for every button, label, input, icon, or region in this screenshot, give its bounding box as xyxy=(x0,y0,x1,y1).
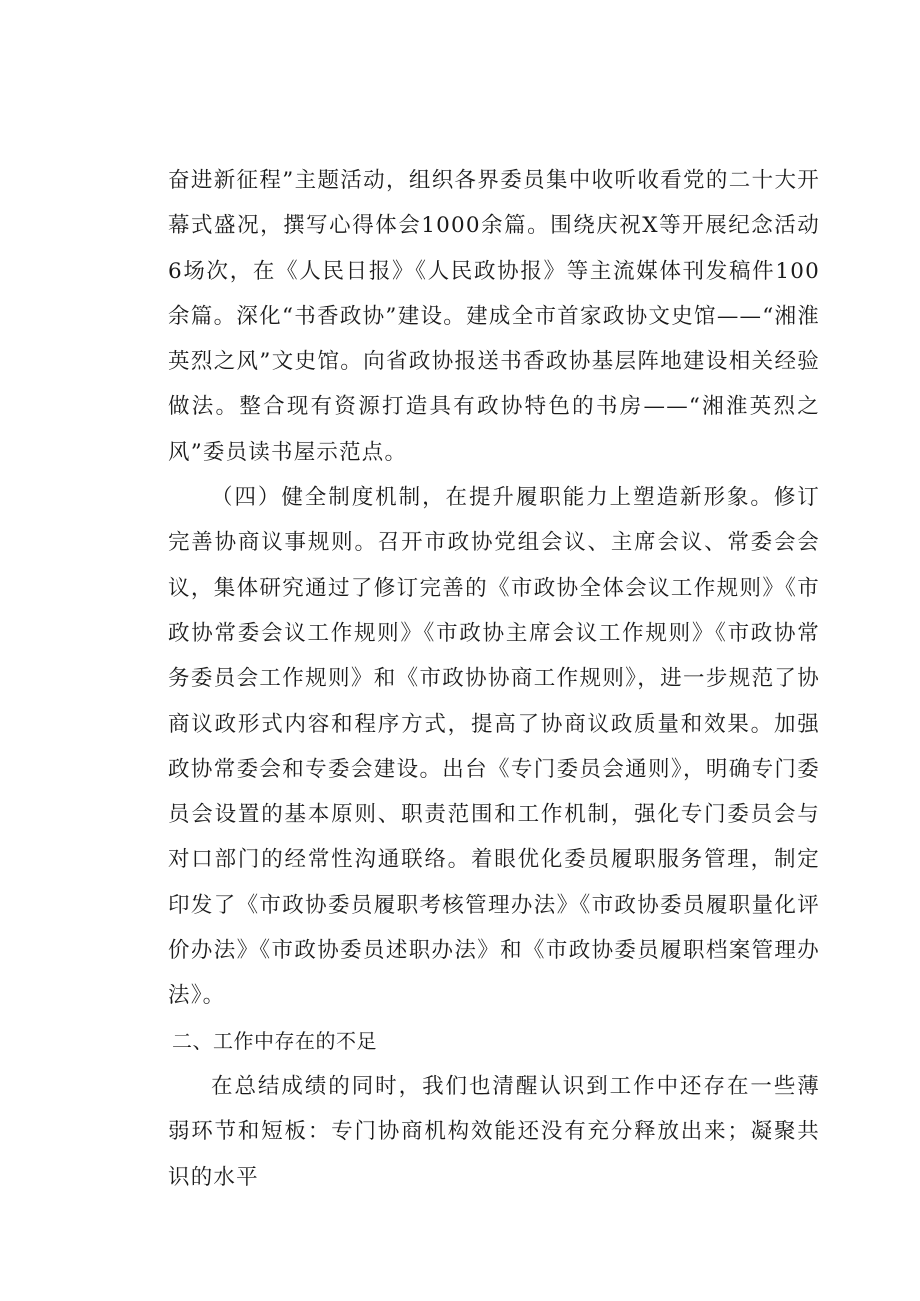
paragraph-shortcomings-intro: 在总结成绩的同时，我们也清醒认识到工作中还存在一些薄弱环节和短板：专门协商机构效能还没有充分释放出来；凝聚共识的水平 xyxy=(168,1073,820,1190)
document-body xyxy=(168,158,820,1200)
section-heading-shortcomings: 二、工作中存在的不足 xyxy=(172,1028,377,1053)
paragraph-continuation: 奋进新征程”主题活动，组织各界委员集中收听收看党的二十大开幕式盛况，撰写心得体会1000余篇。围绕庆祝X等开展纪念活动6场次，在《人民日报》《人民政协报》等主流媒体刊发稿件100余篇。深化“书香政协”建设。建成全市首家政协文史馆——“湘淮英烈之风”文史馆。向省政协报送书香政协基层阵地建设相关经验做法。整合现有资源打造具有政协特色的书房——“湘淮英烈之风”委员读书屋示范点。 xyxy=(168,168,820,465)
paragraph-section-four: （四）健全制度机制，在提升履职能力上塑造新形象。修订完善协商议事规则。召开市政协党组会议、主席会议、常委会会议，集体研究通过了修订完善的《市政协全体会议工作规则》《市政协常委会议工作规则》《市政协主席会议工作规则》《市政协常务委员会工作规则》和《市政协协商工作规则》，进一步规范了协商议政形式内容和程序方式，提高了协商议政质量和效果。加强政协常委会和专委会建设。出台《专门委员会通则》，明确专门委员会设置的基本原则、职责范围和工作机制，强化专门委员会与对口部门的经常性沟通联络。着眼优化委员履职服务管理，制定印发了《市政协委员履职考核管理办法》《市政协委员履职量化评价办法》《市政协委员述职办法》和《市政协委员履职档案管理办法》。 xyxy=(168,485,820,1009)
